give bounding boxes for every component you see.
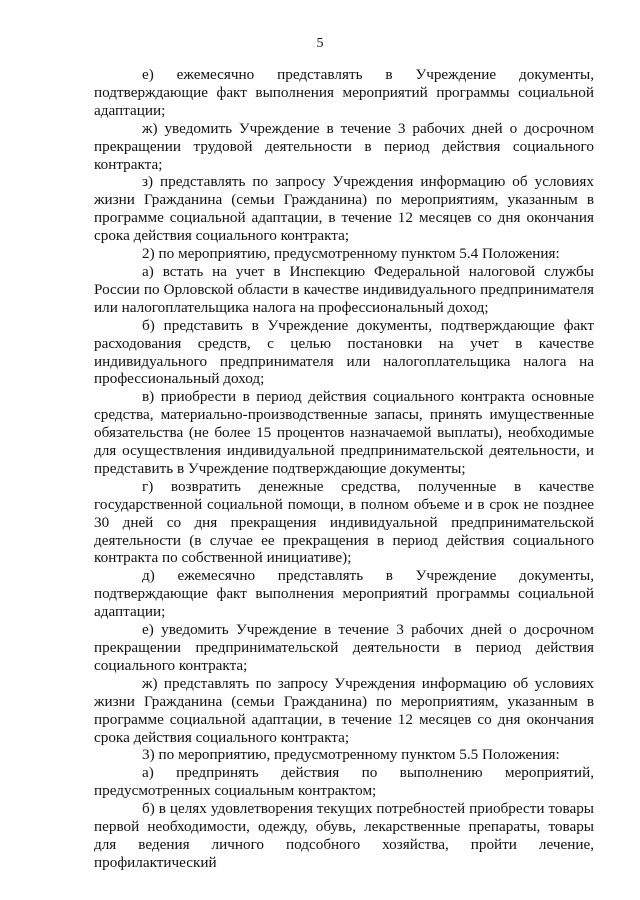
paragraph-item-b: б) представить в Учреждение документы, подтверждающие факт расходования средств, с целью постановки на учет в качестве индивидуального предпринимателя или налогоплательщика налога на профессиональный доход; [94,316,594,388]
paragraph-item-v: в) приобрести в период действия социального контракта основные средства, материально-производственные запасы, принять имущественные обязательства (не более 15 процентов назначаемой выплаты), необходимые для осуществления индивидуальной предпринимательской деятельности, и представить в Учреждение подтверждающие документы; [94,388,594,477]
paragraph-item-g: г) возвратить денежные средства, полученные в качестве государственной социальной помощи, в полном объеме и в срок не позднее 30 дней со дня прекращения индивидуальной предпринимательской деятельности (в случае ее прекращения в период действия социального контракта по собственной инициативе); [94,477,594,567]
paragraph-item-d: д) ежемесячно представлять в Учреждение документы, подтверждающие факт выполнения мероприятий программы социальной адаптации; [94,567,594,621]
document-body [94,66,594,872]
paragraph-item-zh: ж) уведомить Учреждение в течение 3 рабочих дней о досрочном прекращении трудовой деятельности в период действия социального контракта; [94,119,594,173]
paragraph-item-b-2: б) в целях удовлетворения текущих потребностей приобрести товары первой необходимости, одежду, обувь, лекарственные препараты, товары для ведения личного подсобного хозяйства, пройти лечение, профилактический [94,800,594,871]
paragraph-item-e: е) ежемесячно представлять в Учреждение документы, подтверждающие факт выполнения мероприятий программы социальной адаптации; [94,66,594,119]
paragraph-item-e-2: е) уведомить Учреждение в течение 3 рабочих дней о досрочном прекращении предпринимательской деятельности в период действия социального контракта; [94,621,594,674]
section-heading-3: 3) по мероприятию, предусмотренному пунктом 5.5 Положения: [142,746,560,764]
page-number: 5 [316,36,324,51]
paragraph-item-a: а) встать на учет в Инспекцию Федеральной налоговой службы России по Орловской области в качестве индивидуального предпринимателя или налогоплательщика налога на профессиональный доход; [94,262,594,316]
paragraph-item-a-2: а) предпринять действия по выполнению мероприятий, предусмотренных социальным контрактом; [94,764,594,800]
paragraph-item-zh-2: ж) представлять по запросу Учреждения информацию об условиях жизни Гражданина (семьи Гражданина) по мероприятиям, указанным в программе социальной адаптации, в течение 12 месяцев со дня окончания срока действия социального контракта; [94,674,594,746]
section-heading-2: 2) по мероприятию, предусмотренному пунктом 5.4 Положения: [142,245,560,263]
paragraph-item-z: з) представлять по запросу Учреждения информацию об условиях жизни Гражданина (семьи Гражданина) по мероприятиям, указанным в программе социальной адаптации, в течение 12 месяцев со дня окончания срока действия социального контракта; [94,173,594,245]
